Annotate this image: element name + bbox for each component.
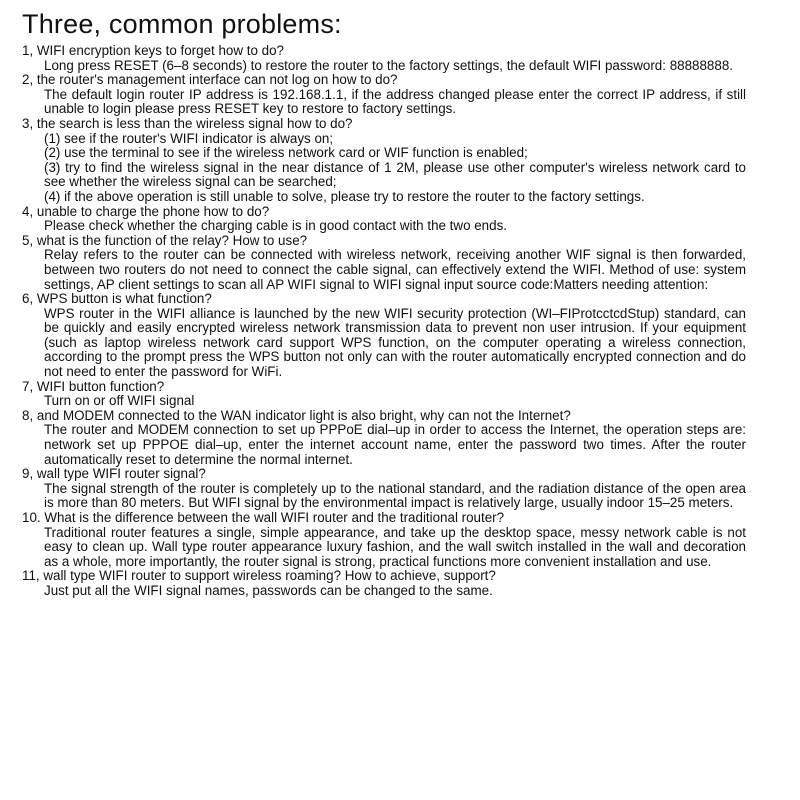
faq-answer: The default login router IP address is 192.168.1.1, if the address changed please enter the correct IP address, if still unable to login please press RESET key to restore to factory settings. (44, 86, 746, 117)
faq-answer: Relay refers to the router can be connected with wireless network, receiving another WIF signal is then forwarded, between two routers do not need to connect the cable signal, can effectively extend the WIFI. Method of use: system settings, AP client settings to scan all AP WIFI signal to WIFI signal input source code:Matters needing attention: (44, 247, 746, 292)
faq-answer: Just put all the WIFI signal names, passwords can be changed to the same. (44, 582, 493, 598)
faq-answer: (2) use the terminal to see if the wireless network card or WIF function is enabled; (44, 145, 528, 161)
faq-question: 4, unable to charge the phone how to do? (22, 203, 270, 219)
faq-item (22, 205, 746, 234)
faq-item (22, 234, 746, 292)
faq-question: 3, the search is less than the wireless signal how to do? (22, 115, 353, 131)
faq-question: 1, WIFI encryption keys to forget how to do? (22, 43, 284, 58)
faq-item (22, 73, 746, 117)
faq-answer: WPS router in the WIFI alliance is launched by the new WIFI security protection (WI–FIProtcctcdStup) standard, can be quickly and easily encrypted wireless network transmission data to prevent non user intrusion. If your equipment (such as laptop wireless network card support WPS function, on the computer operating a wireless connection, according to the prompt press the WPS button not only can with the router automatically encrypted connection and do not need to enter the password for WiFi. (44, 305, 746, 380)
faq-list (22, 44, 746, 599)
faq-question: 10. What is the difference between the wall WIFI router and the traditional router? (22, 510, 505, 525)
faq-item (22, 569, 746, 598)
faq-question: 2, the router's management interface can not log on how to do? (22, 72, 398, 88)
faq-question: 11, wall type WIFI router to support wireless roaming? How to achieve, support? (22, 568, 496, 584)
faq-question: 9, wall type WIFI router signal? (22, 466, 206, 482)
faq-answer: The signal strength of the router is completely up to the national standard, and the radiation distance of the open area is more than 80 meters. But WIFI signal by the environmental impact is relatively large, usually indoor 15–25 meters. (44, 480, 746, 511)
faq-answer: Please check whether the charging cable is in good contact with the two ends. (44, 218, 507, 234)
faq-answer: Turn on or off WIFI signal (44, 393, 195, 409)
faq-answer: Traditional router features a single, simple appearance, and take up the desktop space, messy network cable is not easy to clean up. Wall type router appearance luxury fashion, and the wall switch installed in the wall and decoration as a whole, more importantly, the router signal is strong, practical functions more convenient installation and use. (44, 524, 746, 569)
faq-answer: Long press RESET (6–8 seconds) to restore the router to the factory settings, the default WIFI password: 88888888. (44, 57, 733, 73)
faq-item (22, 44, 746, 73)
faq-item (22, 467, 746, 511)
faq-answer: The router and MODEM connection to set up PPPoE dial–up in order to access the Internet, the operation steps are: network set up PPPOE dial–up, enter the internet account name, enter the password two times. After the router automatically reset to determine the normal internet. (44, 422, 746, 467)
faq-item (22, 380, 746, 409)
faq-item (22, 117, 746, 205)
faq-item (22, 292, 746, 380)
faq-answer: (1) see if the router's WIFI indicator is always on; (44, 130, 334, 146)
faq-question: 6, WPS button is what function? (22, 291, 212, 307)
faq-answer: (3) try to find the wireless signal in the near distance of 1 2M, please use other computer's wireless network card to see whether the wireless signal can be searched; (44, 159, 746, 190)
faq-question: 7, WIFI button function? (22, 378, 165, 394)
faq-item (22, 511, 746, 569)
faq-question: 8, and MODEM connected to the WAN indicator light is also bright, why can not the Internet? (22, 407, 571, 423)
document-page (22, 8, 746, 599)
page-title: Three, common problems: (22, 9, 342, 39)
faq-answer: (4) if the above operation is still unable to solve, please try to restore the router to the factory settings. (44, 188, 645, 204)
faq-question: 5, what is the function of the relay? How to use? (22, 232, 308, 248)
faq-item (22, 409, 746, 467)
